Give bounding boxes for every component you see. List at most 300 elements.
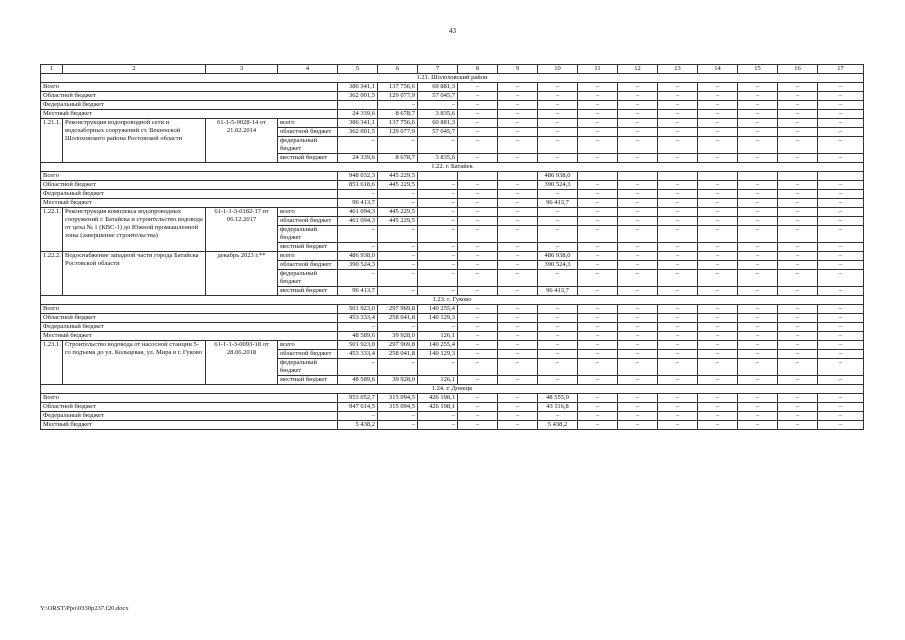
value-cell: – (458, 421, 498, 430)
value-cell: – (578, 243, 618, 252)
summary-label: Всего (41, 394, 338, 403)
value-cell: – (658, 252, 698, 261)
value-cell: – (618, 110, 658, 119)
column-number: 14 (698, 65, 738, 74)
value-cell: 362 001,5 (338, 92, 378, 101)
value-cell: – (378, 252, 418, 261)
project-number: 1.22.1. (41, 208, 63, 252)
table-body (41, 65, 864, 430)
summary-label: Областной бюджет (41, 92, 338, 101)
value-cell: – (458, 403, 498, 412)
value-cell: 8 678,7 (378, 154, 418, 163)
value-cell: 362 001,5 (338, 128, 378, 137)
summary-label: Местный бюджет (41, 199, 338, 208)
value-cell: – (538, 243, 578, 252)
value-cell: – (498, 421, 538, 430)
value-cell: – (658, 412, 698, 421)
value-cell: – (458, 128, 498, 137)
value-cell: – (418, 323, 458, 332)
value-cell: – (818, 261, 864, 270)
value-cell: – (538, 305, 578, 314)
value-cell: 426 198,1 (418, 403, 458, 412)
value-cell: – (738, 403, 778, 412)
value-cell: – (698, 305, 738, 314)
value-cell: – (418, 287, 458, 296)
value-cell: – (698, 323, 738, 332)
value-cell: – (698, 332, 738, 341)
project-name: Водоснабжение западной части города Батайска Ростовской области (63, 252, 206, 296)
summary-label: Местный бюджет (41, 110, 338, 119)
value-cell: 426 198,1 (418, 394, 458, 403)
value-cell: – (818, 92, 864, 101)
value-cell: – (778, 350, 818, 359)
value-cell: – (698, 394, 738, 403)
value-cell: – (738, 217, 778, 226)
column-number: 12 (618, 65, 658, 74)
value-cell: – (458, 394, 498, 403)
project-row (41, 119, 864, 128)
value-cell: – (618, 217, 658, 226)
value-cell: – (658, 128, 698, 137)
value-cell: 126,1 (418, 332, 458, 341)
summary-label: Областной бюджет (41, 403, 338, 412)
value-cell: – (618, 376, 658, 385)
value-cell: – (338, 270, 378, 287)
value-cell: 501 923,0 (338, 305, 378, 314)
value-cell: – (618, 359, 658, 376)
value-cell: – (738, 350, 778, 359)
value-cell: – (778, 287, 818, 296)
value-cell: – (418, 190, 458, 199)
value-cell: – (778, 181, 818, 190)
value-cell: – (818, 341, 864, 350)
value-cell: – (778, 83, 818, 92)
value-cell: – (378, 261, 418, 270)
value-cell: – (538, 226, 578, 243)
value-cell: – (378, 412, 418, 421)
value-cell: – (818, 350, 864, 359)
value-cell: – (738, 412, 778, 421)
value-cell: – (698, 92, 738, 101)
funding-source: местный бюджет (278, 287, 338, 296)
value-cell: – (738, 270, 778, 287)
value-cell: – (418, 421, 458, 430)
value-cell: – (618, 128, 658, 137)
value-cell: – (458, 243, 498, 252)
summary-label: Федеральный бюджет (41, 101, 338, 110)
value-cell: – (458, 119, 498, 128)
summary-row (41, 323, 864, 332)
value-cell: – (738, 394, 778, 403)
value-cell: – (418, 252, 458, 261)
value-cell: – (578, 199, 618, 208)
value-cell: – (618, 261, 658, 270)
value-cell: – (498, 128, 538, 137)
value-cell (618, 172, 658, 181)
page-number: 43 (449, 27, 456, 35)
funding-source: федеральный бюджет (278, 137, 338, 154)
value-cell: – (418, 137, 458, 154)
value-cell: – (378, 199, 418, 208)
value-cell: – (538, 341, 578, 350)
value-cell: 129 077,9 (378, 128, 418, 137)
summary-row (41, 101, 864, 110)
value-cell: – (498, 305, 538, 314)
value-cell: – (618, 341, 658, 350)
value-cell: – (778, 270, 818, 287)
value-cell: 390 524,3 (538, 181, 578, 190)
value-cell: 126,1 (418, 376, 458, 385)
value-cell: 8 678,7 (378, 110, 418, 119)
value-cell: – (698, 181, 738, 190)
value-cell: 297 969,8 (378, 305, 418, 314)
value-cell: – (778, 305, 818, 314)
column-number: 16 (778, 65, 818, 74)
value-cell: – (338, 359, 378, 376)
value-cell: 453 333,4 (338, 350, 378, 359)
value-cell: – (658, 376, 698, 385)
value-cell: – (578, 376, 618, 385)
value-cell: 39 928,0 (378, 376, 418, 385)
summary-label: Областной бюджет (41, 181, 338, 190)
column-number: 7 (418, 65, 458, 74)
value-cell: – (818, 128, 864, 137)
value-cell: – (698, 314, 738, 323)
value-cell: 137 756,6 (378, 83, 418, 92)
value-cell: – (578, 252, 618, 261)
value-cell: – (538, 110, 578, 119)
value-cell: – (578, 128, 618, 137)
value-cell: – (618, 314, 658, 323)
funding-source: областной бюджет (278, 217, 338, 226)
value-cell: – (658, 190, 698, 199)
value-cell: – (738, 287, 778, 296)
value-cell: – (698, 376, 738, 385)
value-cell: 140 129,3 (418, 350, 458, 359)
value-cell: – (618, 270, 658, 287)
value-cell: – (658, 350, 698, 359)
value-cell: – (498, 226, 538, 243)
value-cell: – (658, 92, 698, 101)
summary-row (41, 314, 864, 323)
value-cell: – (578, 226, 618, 243)
value-cell (338, 101, 378, 110)
value-cell: 258 041,8 (378, 350, 418, 359)
value-cell: – (498, 314, 538, 323)
value-cell: – (458, 110, 498, 119)
value-cell: – (818, 359, 864, 376)
value-cell: – (778, 252, 818, 261)
summary-row (41, 305, 864, 314)
value-cell: – (538, 208, 578, 217)
value-cell: – (818, 314, 864, 323)
section-title: 1.22. г. Батайск (41, 163, 864, 172)
value-cell: – (658, 314, 698, 323)
value-cell: – (658, 287, 698, 296)
value-cell: – (818, 226, 864, 243)
value-cell: 129 077,9 (378, 92, 418, 101)
value-cell: – (738, 226, 778, 243)
value-cell: 5 438,2 (538, 421, 578, 430)
summary-row (41, 332, 864, 341)
value-cell: – (418, 412, 458, 421)
value-cell: 486 938,0 (538, 252, 578, 261)
value-cell: – (378, 101, 418, 110)
value-cell: – (738, 83, 778, 92)
value-cell: 948 032,3 (338, 172, 378, 181)
value-cell: – (658, 83, 698, 92)
value-cell: – (378, 270, 418, 287)
value-cell: – (538, 137, 578, 154)
value-cell: 486 938,0 (338, 252, 378, 261)
value-cell: – (538, 119, 578, 128)
value-cell: – (338, 323, 378, 332)
value-cell: – (618, 101, 658, 110)
value-cell: – (498, 83, 538, 92)
value-cell: – (738, 376, 778, 385)
value-cell: – (818, 403, 864, 412)
value-cell: – (778, 226, 818, 243)
value-cell: – (458, 252, 498, 261)
value-cell: – (738, 92, 778, 101)
value-cell: – (498, 92, 538, 101)
value-cell: – (738, 421, 778, 430)
value-cell: – (458, 376, 498, 385)
value-cell: – (458, 314, 498, 323)
funding-source: федеральный бюджет (278, 359, 338, 376)
value-cell: – (498, 101, 538, 110)
project-name: Реконструкция водопроводной сети и водозаборных сооружений ст. Вешенской Шолоховского района Ростовской области (63, 119, 206, 163)
value-cell: 386 341,1 (338, 83, 378, 92)
value-cell: – (818, 208, 864, 217)
value-cell: – (538, 270, 578, 287)
value-cell: – (778, 403, 818, 412)
value-cell: – (498, 412, 538, 421)
value-cell: – (338, 226, 378, 243)
value-cell: 501 923,0 (338, 341, 378, 350)
value-cell: – (458, 92, 498, 101)
value-cell: – (778, 92, 818, 101)
value-cell: – (618, 421, 658, 430)
value-cell: – (698, 252, 738, 261)
value-cell: 486 938,0 (538, 172, 578, 181)
summary-label: Местный бюджет (41, 332, 338, 341)
value-cell: – (658, 394, 698, 403)
value-cell: – (618, 119, 658, 128)
value-cell: – (698, 287, 738, 296)
value-cell: – (578, 394, 618, 403)
value-cell: – (498, 261, 538, 270)
value-cell: – (578, 154, 618, 163)
value-cell: – (658, 110, 698, 119)
value-cell: 96 413,7 (538, 287, 578, 296)
section-title: 1.21. Шолоховский район (41, 74, 864, 83)
value-cell: – (618, 412, 658, 421)
value-cell: – (538, 332, 578, 341)
section-title: 1.24. г. Донецк (41, 385, 864, 394)
value-cell: – (698, 119, 738, 128)
project-document: декабрь 2023 г.** (206, 252, 278, 296)
value-cell: – (658, 341, 698, 350)
value-cell: – (698, 261, 738, 270)
value-cell: – (458, 341, 498, 350)
value-cell: – (538, 190, 578, 199)
value-cell: – (338, 412, 378, 421)
value-cell: – (778, 359, 818, 376)
value-cell: – (418, 243, 458, 252)
value-cell: – (818, 101, 864, 110)
value-cell: – (498, 359, 538, 376)
value-cell: – (778, 332, 818, 341)
value-cell: – (738, 137, 778, 154)
value-cell: – (458, 332, 498, 341)
value-cell: – (498, 270, 538, 287)
value-cell: 258 041,8 (378, 314, 418, 323)
value-cell (498, 172, 538, 181)
value-cell: – (618, 137, 658, 154)
summary-label: Федеральный бюджет (41, 412, 338, 421)
value-cell: – (578, 137, 618, 154)
value-cell: – (778, 341, 818, 350)
value-cell: – (698, 190, 738, 199)
value-cell: – (738, 110, 778, 119)
summary-label: Всего (41, 172, 338, 181)
value-cell: – (578, 217, 618, 226)
column-number: 3 (206, 65, 278, 74)
file-path-footer: Y:\ORST\Ppo\0330p237.f20.docx (40, 605, 129, 612)
summary-row (41, 172, 864, 181)
value-cell: – (698, 243, 738, 252)
value-cell: – (738, 208, 778, 217)
value-cell: 390 524,3 (538, 261, 578, 270)
value-cell: – (738, 332, 778, 341)
value-cell: – (538, 376, 578, 385)
value-cell: – (378, 287, 418, 296)
value-cell: – (418, 217, 458, 226)
value-cell: – (498, 208, 538, 217)
summary-row (41, 421, 864, 430)
value-cell: – (498, 154, 538, 163)
summary-row (41, 394, 864, 403)
value-cell: – (698, 208, 738, 217)
value-cell: – (458, 261, 498, 270)
section-row (41, 163, 864, 172)
column-number: 15 (738, 65, 778, 74)
column-number: 17 (818, 65, 864, 74)
value-cell: – (498, 341, 538, 350)
value-cell: – (818, 270, 864, 287)
value-cell: – (498, 181, 538, 190)
funding-source: областной бюджет (278, 128, 338, 137)
value-cell: – (538, 350, 578, 359)
value-cell: – (778, 137, 818, 154)
value-cell: – (818, 83, 864, 92)
value-cell: – (538, 217, 578, 226)
value-cell: 24 339,6 (338, 154, 378, 163)
value-cell: – (698, 403, 738, 412)
summary-row (41, 403, 864, 412)
value-cell: – (578, 403, 618, 412)
value-cell: – (458, 154, 498, 163)
value-cell: – (578, 332, 618, 341)
value-cell: – (578, 359, 618, 376)
value-cell: – (378, 226, 418, 243)
value-cell: – (658, 270, 698, 287)
value-cell: – (378, 359, 418, 376)
column-number: 13 (658, 65, 698, 74)
value-cell: – (738, 190, 778, 199)
value-cell: – (738, 341, 778, 350)
value-cell: – (498, 137, 538, 154)
value-cell: – (818, 181, 864, 190)
value-cell: – (498, 199, 538, 208)
value-cell: – (778, 376, 818, 385)
value-cell: – (378, 323, 418, 332)
summary-label: Федеральный бюджет (41, 190, 338, 199)
value-cell: – (498, 252, 538, 261)
value-cell: – (578, 119, 618, 128)
value-cell: – (698, 412, 738, 421)
value-cell: – (658, 226, 698, 243)
value-cell: – (658, 199, 698, 208)
summary-row (41, 181, 864, 190)
value-cell: 137 756,6 (378, 119, 418, 128)
section-row (41, 74, 864, 83)
value-cell: – (458, 323, 498, 332)
value-cell: 43 116,8 (538, 403, 578, 412)
value-cell: – (498, 217, 538, 226)
column-number-row (41, 65, 864, 74)
value-cell (698, 172, 738, 181)
value-cell: 461 094,3 (338, 217, 378, 226)
value-cell: – (498, 243, 538, 252)
value-cell: – (458, 350, 498, 359)
value-cell: – (378, 190, 418, 199)
value-cell: – (778, 208, 818, 217)
value-cell: 96 413,7 (338, 199, 378, 208)
value-cell: – (738, 181, 778, 190)
project-number: 1.21.1. (41, 119, 63, 163)
value-cell: – (778, 119, 818, 128)
value-cell: – (418, 199, 458, 208)
value-cell: – (818, 287, 864, 296)
value-cell: – (538, 154, 578, 163)
value-cell: – (738, 314, 778, 323)
value-cell: – (458, 190, 498, 199)
value-cell: – (498, 323, 538, 332)
value-cell: 3 835,6 (418, 154, 458, 163)
value-cell: – (778, 261, 818, 270)
summary-label: Всего (41, 83, 338, 92)
value-cell: – (578, 101, 618, 110)
funding-source: всего (278, 208, 338, 217)
value-cell: – (738, 154, 778, 163)
value-cell: – (698, 128, 738, 137)
budget-table (40, 64, 864, 430)
project-document: 61-1-1-3-0182-17 от 06.12.2017 (206, 208, 278, 252)
value-cell: – (498, 332, 538, 341)
value-cell: – (698, 226, 738, 243)
value-cell: – (578, 92, 618, 101)
value-cell: – (778, 128, 818, 137)
value-cell: – (618, 92, 658, 101)
value-cell: – (778, 243, 818, 252)
value-cell: – (338, 137, 378, 154)
column-number: 2 (63, 65, 206, 74)
project-document: 61-1-1-3-0093-18 от 28.06.2018 (206, 341, 278, 385)
value-cell: – (658, 119, 698, 128)
value-cell: – (578, 412, 618, 421)
